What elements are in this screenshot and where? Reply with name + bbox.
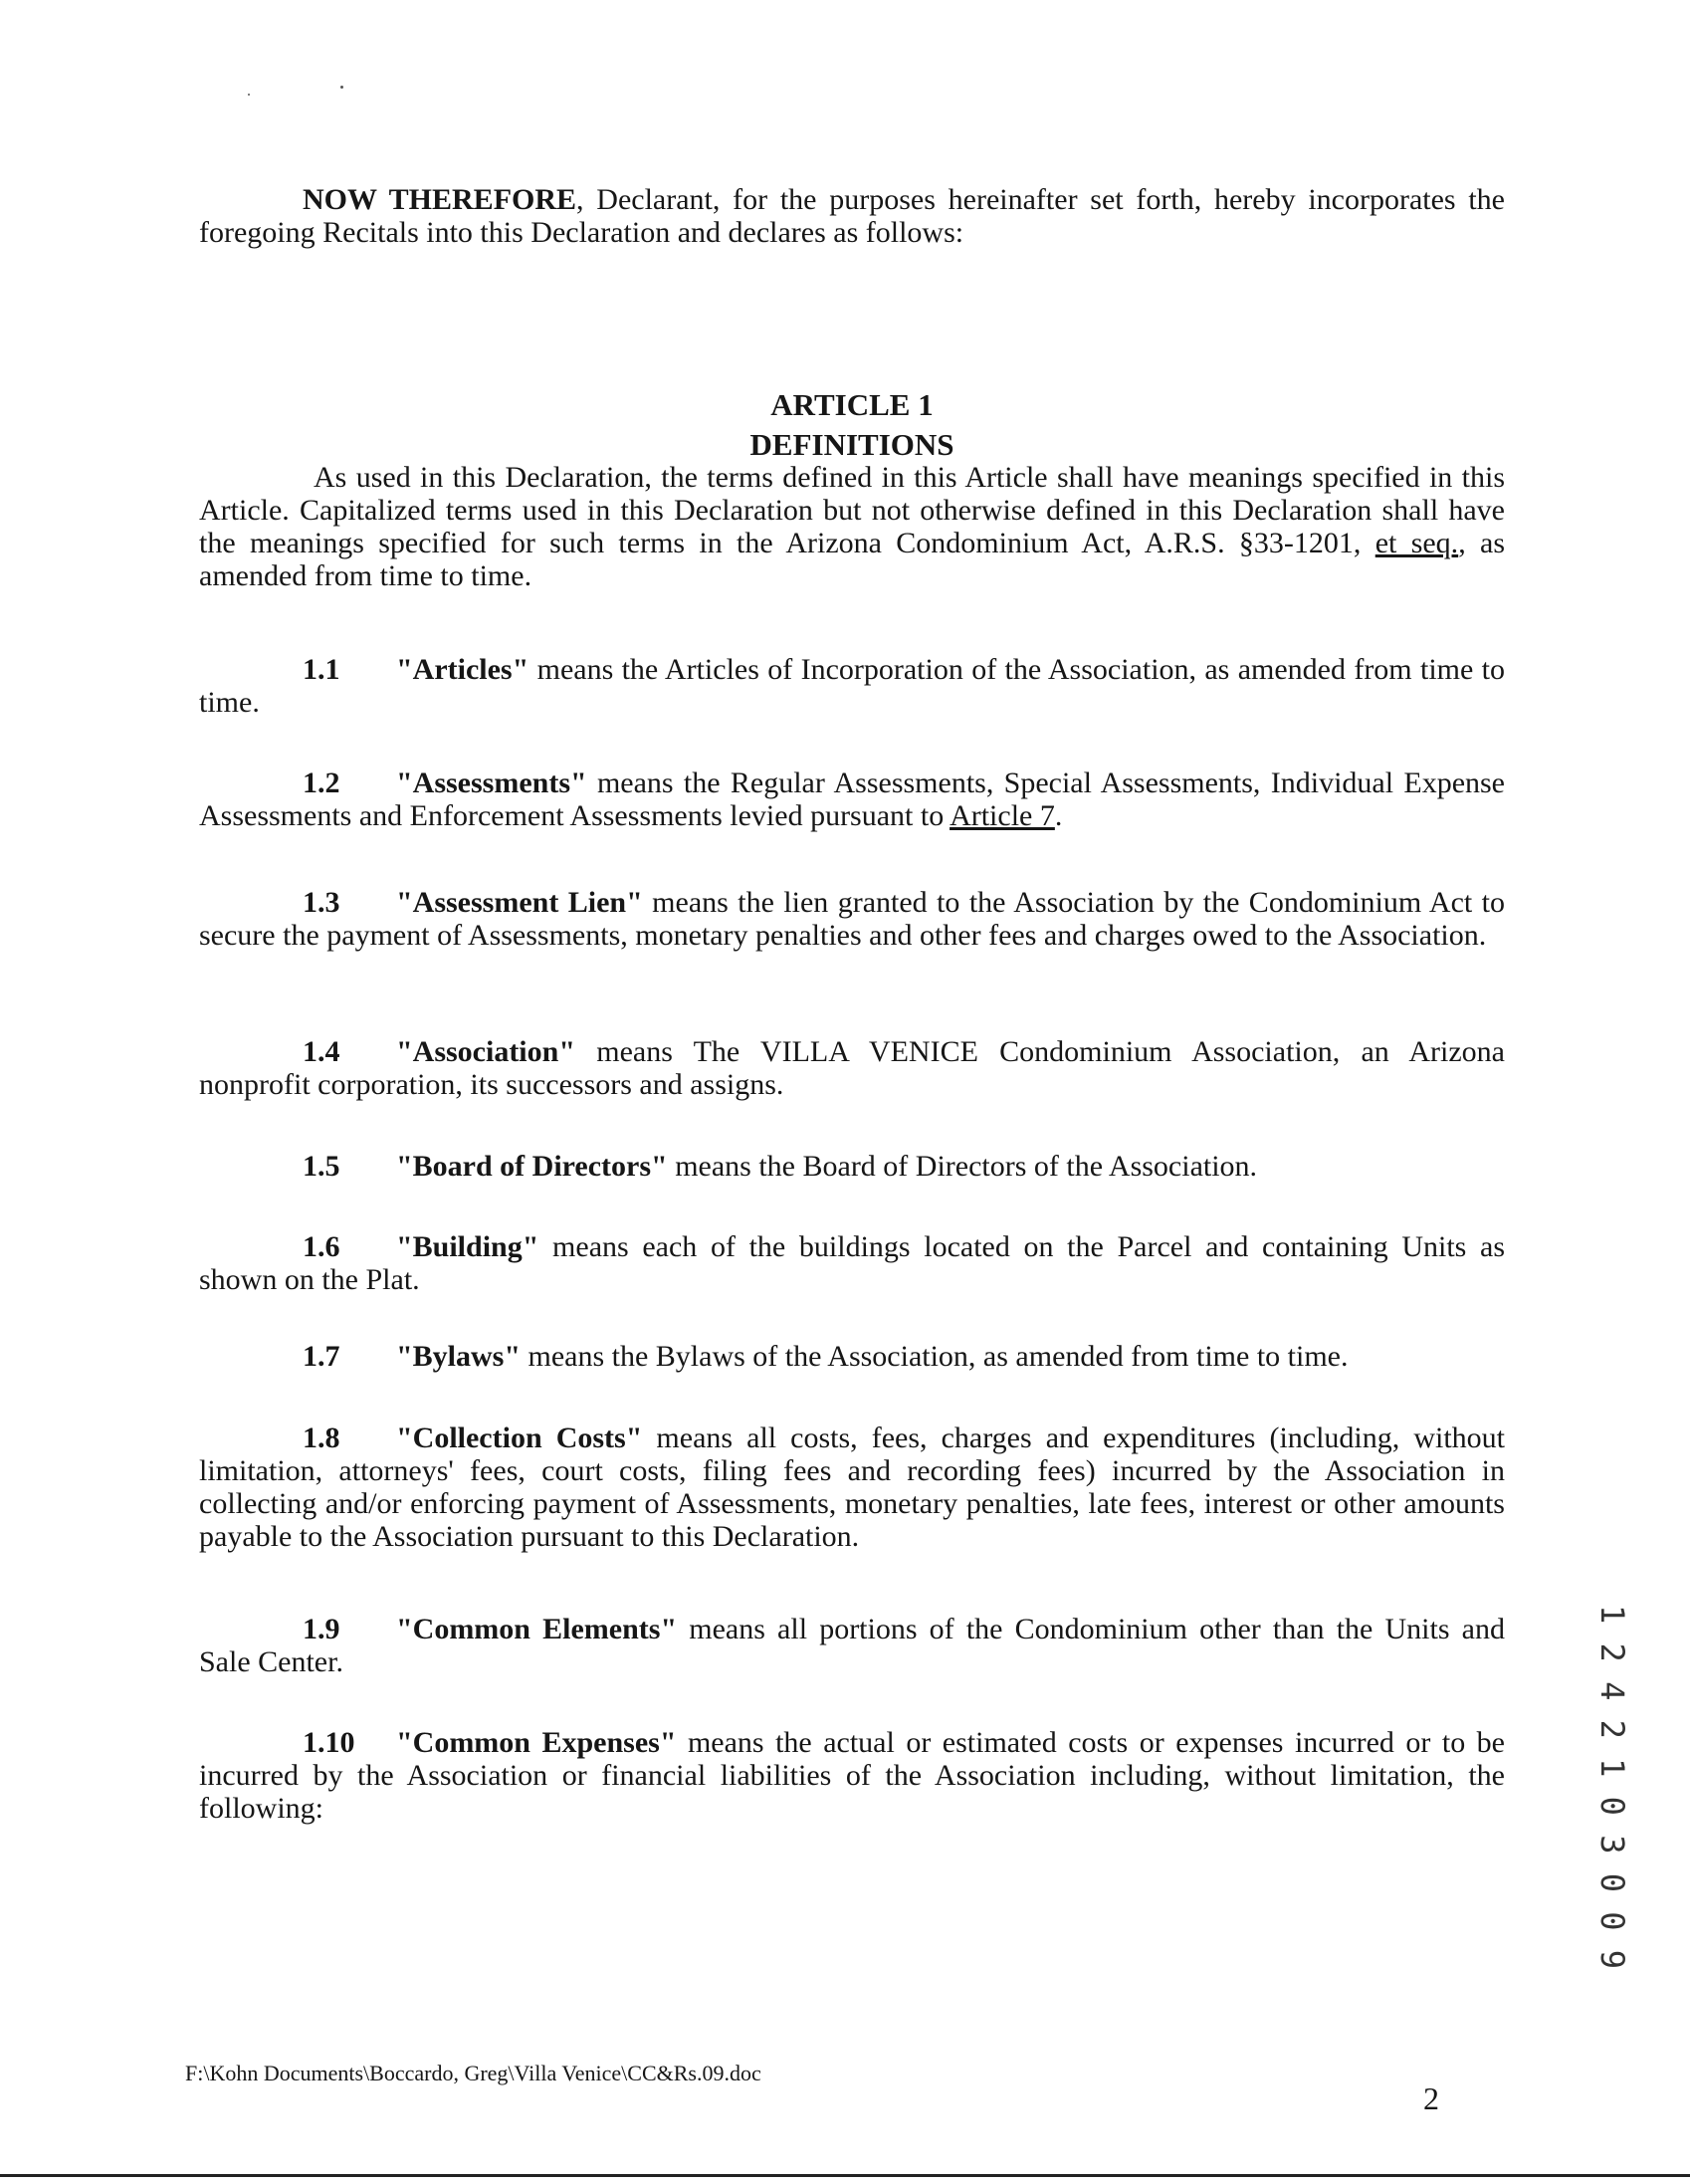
definition-1-10 <box>199 1726 1505 1825</box>
definition-text: means the Articles of Incorporation of the Association, as amended from time to time. <box>199 653 1505 719</box>
definition-text: means each of the buildings located on the Parcel and containing Units as shown on the Plat. <box>199 1230 1505 1296</box>
definition-term: "Bylaws" <box>396 1340 521 1373</box>
article-intro-text: As used in this Declaration, the terms defined in this Article shall have meanings specified in this Article. Capitalized terms used in this Declaration but not otherwise defined in this Declaration shall have the meanings specified for such terms in the Arizona Condominium Act, A.R.S. §33-1201, <box>199 461 1505 559</box>
article-title: ARTICLE 1 <box>770 387 934 422</box>
article-intro-end: , as amended from time to time. <box>199 527 1505 592</box>
definition-1-6 <box>199 1230 1505 1296</box>
definition-number: 1.4 <box>303 1035 340 1068</box>
article-subtitle: DEFINITIONS <box>749 427 954 462</box>
bottom-border-line <box>0 2174 1690 2177</box>
definition-number: 1.5 <box>303 1150 340 1183</box>
definition-term: "Assessments" <box>396 766 587 799</box>
definition-text: means the Board of Directors of the Association. <box>667 1150 1258 1183</box>
definition-term: "Articles" <box>396 653 529 686</box>
definition-1-9 <box>199 1613 1505 1678</box>
definition-number: 1.9 <box>303 1613 340 1645</box>
scan-speck <box>340 86 343 89</box>
definition-text: means The VILLA VENICE Condominium Association, an Arizona nonprofit corporation, its successors and assigns. <box>199 1035 1505 1101</box>
definition-1-1 <box>199 653 1505 719</box>
page-number: 2 <box>1423 2080 1439 2116</box>
definition-term: "Board of Directors" <box>396 1150 668 1183</box>
definition-number: 1.7 <box>303 1340 340 1373</box>
definition-number: 1.8 <box>303 1421 340 1454</box>
definition-1-2 <box>199 766 1505 832</box>
definition-number: 1.1 <box>303 653 340 686</box>
definition-text-end: . <box>1054 799 1063 832</box>
definition-text: means all costs, fees, charges and expenditures (including, without limitation, attorneys' fees, court costs, filing fees and recording fees) incurred by the Association in collecting and/or enforcing payment of Assessments, monetary penalties, late fees, interest or other amounts payable to the Association pursuant to this Declaration. <box>199 1421 1505 1553</box>
intro-paragraph <box>199 183 1505 249</box>
definition-term: "Collection Costs" <box>396 1421 643 1454</box>
definition-1-4 <box>199 1035 1505 1101</box>
definition-term: "Common Elements" <box>396 1613 678 1645</box>
definition-text: means the Bylaws of the Association, as amended from time to time. <box>521 1340 1349 1373</box>
scan-speck <box>248 94 250 96</box>
definition-term: "Building" <box>396 1230 539 1263</box>
definition-1-7 <box>199 1340 1505 1373</box>
definition-number: 1.2 <box>303 766 340 799</box>
definition-number: 1.6 <box>303 1230 340 1263</box>
definition-term: "Common Expenses" <box>396 1726 677 1759</box>
article-7-reference: Article 7 <box>950 799 1055 832</box>
definition-text: means all portions of the Condominium other than the Units and Sale Center. <box>199 1613 1505 1678</box>
definition-text: means the lien granted to the Association by the Condominium Act to secure the payment of Assessments, monetary penalties and other fees and charges owed to the Association. <box>199 886 1505 952</box>
definition-term: "Association" <box>396 1035 575 1068</box>
definition-number: 1.10 <box>303 1726 355 1759</box>
article-intro-paragraph <box>199 461 1505 592</box>
definition-text: means the actual or estimated costs or expenses incurred or to be incurred by the Association or financial liabilities of the Association including, without limitation, the following: <box>199 1726 1505 1825</box>
definition-term: "Assessment Lien" <box>396 886 643 919</box>
definition-1-5 <box>199 1150 1505 1183</box>
et-seq-text: et seq. <box>1374 527 1459 559</box>
intro-lead: NOW THEREFORE <box>303 183 577 216</box>
footer-file-path: F:\Kohn Documents\Boccardo, Greg\Villa Venice\CC&Rs.09.doc <box>185 2061 761 2085</box>
definition-text: means the Regular Assessments, Special Assessments, Individual Expense Assessments and Enforcement Assessments levied pursuant to <box>199 766 1505 832</box>
recording-number: 1 2 4 2 1 0 3 0 0 9 <box>1593 1605 1631 1970</box>
intro-text: , Declarant, for the purposes hereinafter set forth, hereby incorporates the foregoing Recitals into this Declaration and declares as follows: <box>199 183 1505 249</box>
definition-1-8 <box>199 1421 1505 1553</box>
definition-1-3 <box>199 886 1505 952</box>
definition-number: 1.3 <box>303 886 340 919</box>
